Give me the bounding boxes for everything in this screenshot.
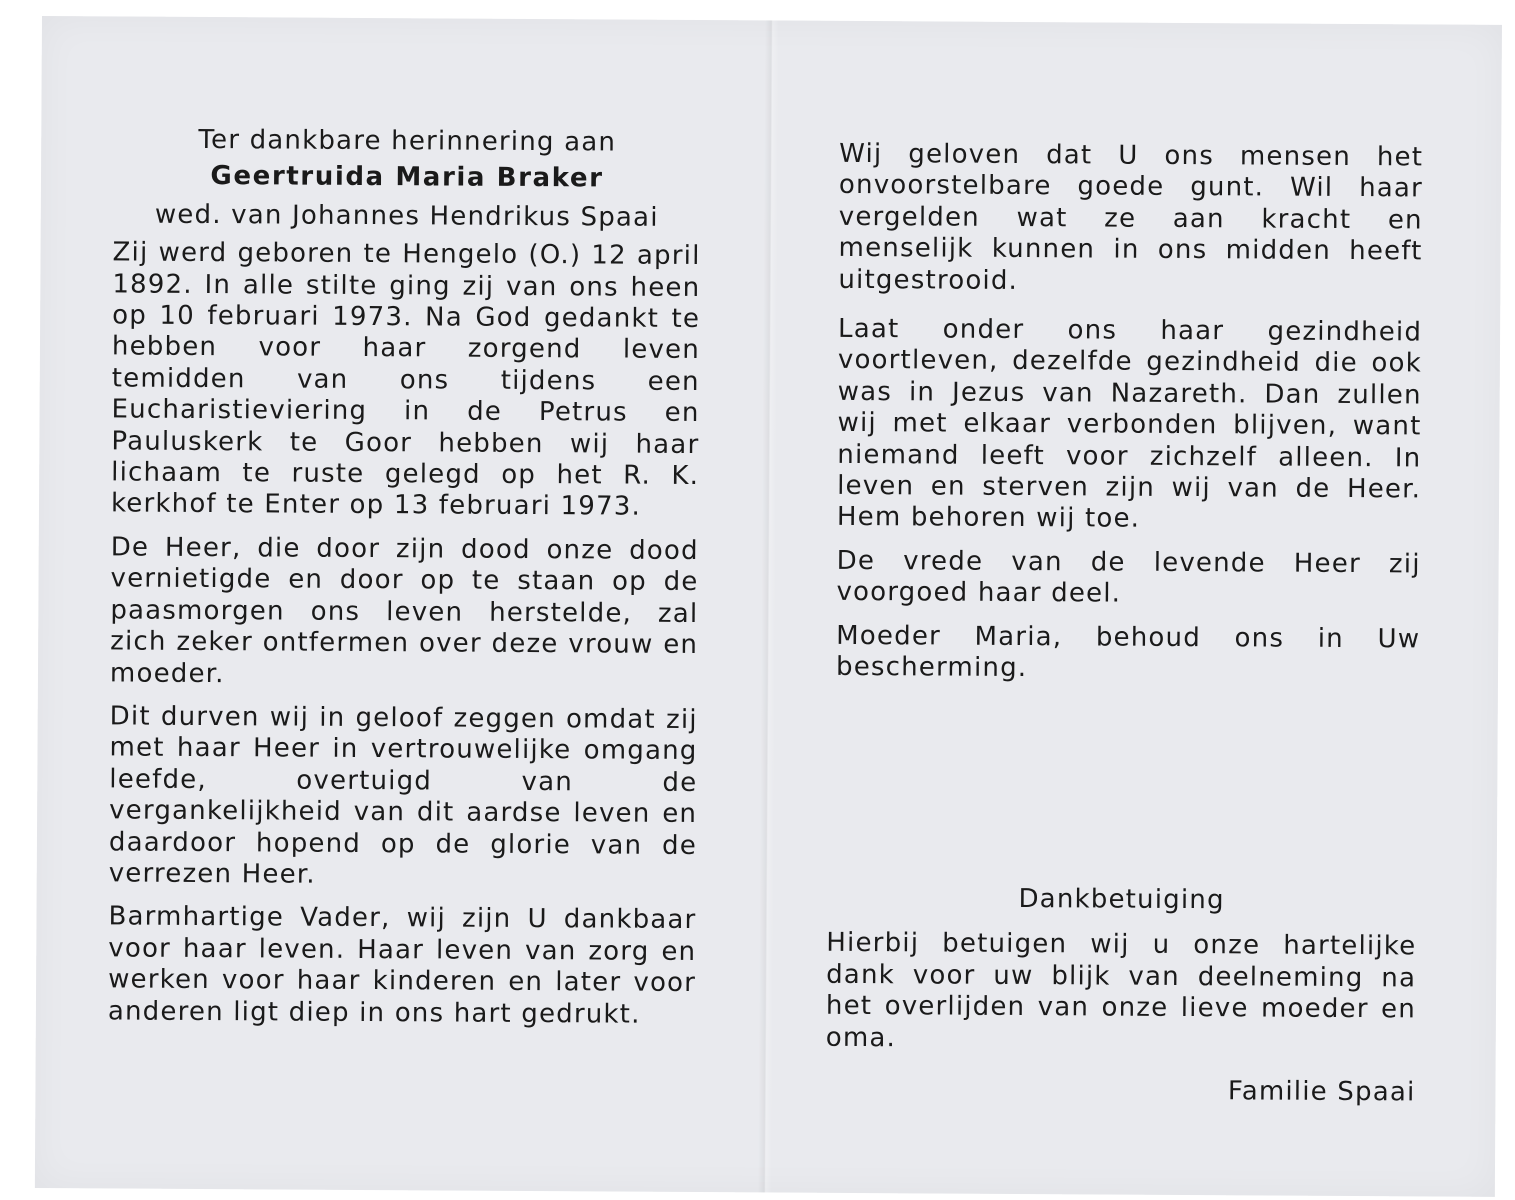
intro-line: Ter dankbare herinnering aan [198,124,617,158]
mary-paragraph: Moeder Maria, behoud ons in Uw bescherming. [835,620,1421,684]
left-panel [108,124,702,1031]
signature: Familie Spaai [1227,1076,1416,1108]
widow-line: wed. van Johannes Hendrikus Spaai [154,199,659,233]
biography-paragraph: Zij werd geboren te Hengelo (O.) 12 april 1892. In alle stilte ging zij van ons heen op 10 februari 1973. Na God gedankt te hebben voor haar zorgend leven temidden van ons tijdens een Eucharistieviering in de Petrus en Pauluskerk te Goor hebben wij haar lichaam te ruste gelegd op het R. K. kerkhof te Enter op 13 februari 1973. [110,237,701,523]
belief-paragraph: Wij geloven dat U ons mensen het onvoorstelbare goede gunt. Wil haar vergelden wat ze aan kracht en menselijk kunnen in ons midden heeft uitgestrooid. [838,138,1424,296]
lord-paragraph: De Heer, die door zijn dood onze dood vernietigde en door op te staan op de paasmorgen ons leven herstelde, zal zich zeker ontfermen over deze vrouw en moeder. [109,532,699,689]
peace-paragraph: De vrede van de levende Heer zij voorgoed haar deel. [836,545,1421,609]
legacy-paragraph: Laat onder ons haar gezindheid voortleven, dezelfde gezindheid die ook was in Jezus van Nazareth. Dan zullen wij met elkaar verbonden blijven, want niemand leeft voor zichzelf alleen. In leven en sterven zijn wij van de Heer. Hem behoren wij toe. [836,313,1423,535]
faith-paragraph: Dit durven wij in geloof zeggen omdat zij met haar Heer in vertrouwelijke omgang leefde, overtuigd van de vergankelijkheid van dit aardse leven en daardoor hopend op de glorie van de verrezen Heer. [108,701,698,890]
thanks-heading: Dankbetuiging [1018,883,1225,916]
thanks-text: Hierbij betuigen wij u onze hartelijke dank voor uw blijk van deelneming na het overlijden van onze lieve moeder en oma. [825,928,1417,1053]
memorial-card [35,16,1502,1197]
thanks-section [825,883,1416,1109]
father-paragraph: Barmhartige Vader, wij zijn U dankbaar voor haar leven. Haar leven van zorg en werken voor haar kinderen en later voor anderen ligt diep in ons hart gedrukt. [107,901,697,1030]
deceased-name: Geertruida Maria Braker [210,161,604,194]
right-panel [836,139,1423,687]
card-fold [758,20,779,1192]
